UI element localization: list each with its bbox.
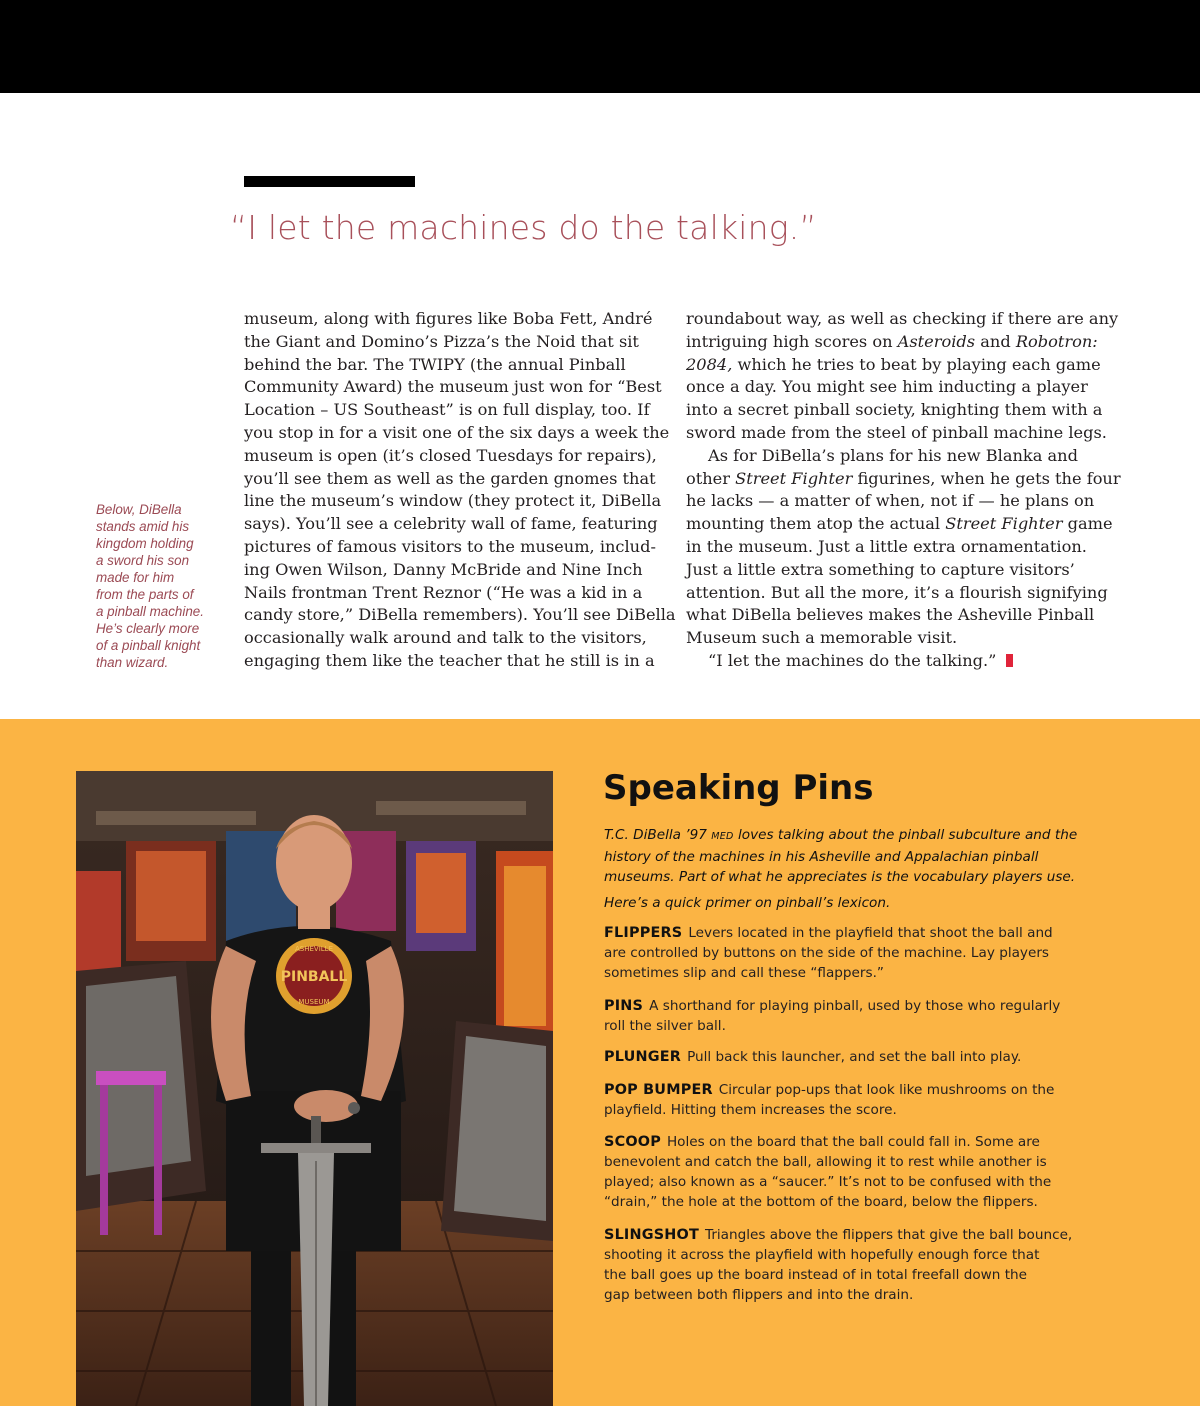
body-line [686,513,1113,536]
glossary-line [604,1080,1104,1100]
body-column-left [244,308,676,673]
body-line [686,650,1106,673]
glossary-line [604,1047,1104,1067]
glossary-line: are controlled by buttons on the side of the machine. Lay players [604,945,1050,961]
glossary-term: PINS [604,998,644,1014]
body-line: he lacks — a matter of when, not if — he plans on [686,491,1095,511]
sidebar-intro [604,825,1104,913]
shirt-logo-top: ASHEVILLE [295,945,333,953]
game-title: 2084, [686,354,733,374]
body-line: Museum such a memorable visit. [686,628,958,648]
body-line: line the museum’s window (they protect it, DiBella [244,491,662,511]
glossary-line: playfield. Hitting them increases the score. [604,1102,897,1118]
pullquote-rule [244,176,415,187]
body-line [686,468,1121,491]
glossary-term: PLUNGER [604,1049,682,1065]
body-line: museum, along with figures like Boba Fett, André [244,309,653,328]
body-line: says). You’ll see a celebrity wall of fame, featuring [244,514,658,534]
glossary-entry-plunger [604,1047,1104,1067]
body-line: in the museum. Just a little extra ornamentation. [686,536,1087,556]
glossary-line [604,923,1104,943]
intro-line: history of the machines in his Asheville and Appalachian pinball [604,849,1039,865]
caption-line: than wizard. [96,655,169,670]
body-column-right [686,308,1121,673]
pull-quote: “I let the machines do the talking.” [230,208,817,247]
body-line: engaging them like the teacher that he still is in a [244,650,655,670]
glossary-line: gap between both flippers and into the drain. [604,1287,914,1303]
glossary-term: SCOOP [604,1134,661,1150]
glossary-definition: Circular pop-ups that look like mushrooms on the [718,1082,1055,1098]
closing-quote: “I let the machines do the talking.” [708,650,997,670]
glossary-entry-pins [604,996,1104,1036]
glossary-term: FLIPPERS [604,925,683,941]
text-run: game [1062,514,1113,534]
body-line: the Giant and Domino’s Pizza’s the Noid that sit [244,331,639,351]
body-line: roundabout way, as well as checking if there are any [686,309,1119,328]
glossary-definition: Triangles above the flippers that give the ball bounce, [705,1227,1073,1243]
glossary-line: sometimes slip and call these “flappers.” [604,965,884,981]
caption-line: a pinball machine. [96,604,204,619]
intro-line [604,825,1104,847]
text-run: other [686,468,736,488]
body-line: you stop in for a visit one of the six days a week the [244,422,670,442]
glossary-entry-flippers [604,923,1104,983]
glossary-line: the ball goes up the board instead of in total freefall down the [604,1267,1028,1283]
text-run: T.C. DiBella ’97 [604,827,712,843]
text-run: figurines, when he gets the four [852,468,1121,488]
glossary-line: benevolent and catch the ball, allowing it to rest while another is [604,1154,1047,1170]
photo-caption [96,501,226,671]
dibella-photo [76,771,553,1406]
body-line: once a day. You might see him inducting a player [686,377,1088,397]
intro-line: Here’s a quick primer on pinball’s lexicon. [604,895,891,911]
body-line: into a secret pinball society, knighting them with a [686,400,1103,420]
glossary-line [604,1132,1104,1152]
glossary-definition: Holes on the board that the ball could fall in. Some are [666,1134,1040,1150]
glossary-line [604,996,1104,1016]
glossary-entry-slingshot [604,1225,1104,1305]
glossary-entry-scoop [604,1132,1104,1212]
glossary-line: “drain,” the hole at the bottom of the board, below the flippers. [604,1194,1038,1210]
body-line [686,331,1106,354]
text-run: mounting them atop the actual [686,514,946,534]
glossary-term: POP BUMPER [604,1082,713,1098]
body-line: Location – US Southeast” is on full display, too. If [244,400,650,420]
body-line: Community Award) the museum just won for “Best [244,377,662,397]
glossary-entry-pop-bumper [604,1080,1104,1120]
glossary-term: SLINGSHOT [604,1227,700,1243]
caption-line: of a pinball knight [96,638,201,653]
body-line: Nails frontman Trent Reznor (“He was a kid in a [244,582,643,602]
game-title: Street Fighter [735,468,853,488]
caption-line: Below, DiBella [96,502,182,517]
body-line: you’ll see them as well as the garden gnomes that [244,468,656,488]
glossary-line: roll the silver ball. [604,1018,726,1034]
text-run: which he tries to beat by playing each game [732,354,1101,374]
caption-line: made for him [96,570,175,585]
body-line: attention. But all the more, it’s a flourish signifying [686,582,1108,602]
body-line: museum is open (it’s closed Tuesdays for repairs), [244,445,657,465]
body-line: As for DiBella’s plans for his new Blanka and [708,445,1078,465]
body-line: what DiBella believes makes the Asheville Pinball [686,605,1095,625]
glossary-definition: A shorthand for playing pinball, used by those who regularly [649,998,1061,1014]
game-title: Robotron: [1015,331,1098,351]
body-line: ing Owen Wilson, Danny McBride and Nine Inch [244,559,643,579]
body-line: candy store,” DiBella remembers). You’ll see DiBella [244,605,676,625]
caption-line: a sword his son [96,553,190,568]
body-line: occasionally walk around and talk to the visitors, [244,628,647,648]
text-run: loves talking about the pinball subculture and the [733,827,1078,843]
body-line: Just a little extra something to capture visitors’ [686,559,1075,579]
glossary-definition: Levers located in the playfield that shoot the ball and [688,925,1053,941]
body-line: pictures of famous visitors to the museum, includ- [244,536,656,556]
end-of-story-mark [1006,654,1013,667]
body-line [686,354,1106,377]
glossary-line: shooting it across the playfield with hopefully enough force that [604,1247,1040,1263]
glossary-definition: Pull back this launcher, and set the ball into play. [687,1049,1022,1065]
caption-line: kingdom holding [96,536,194,551]
body-line: behind the bar. The TWIPY (the annual Pinball [244,354,626,374]
shirt-logo-bottom: MUSEUM [298,998,330,1006]
caption-line: from the parts of [96,587,194,602]
top-black-band [0,0,1200,93]
body-line: sword made from the steel of pinball machine legs. [686,422,1107,442]
intro-line: museums. Part of what he appreciates is the vocabulary players use. [604,869,1076,885]
glossary-line: played; also known as a “saucer.” It’s not to be confused with the [604,1174,1052,1190]
degree-abbrev: MED [711,831,734,842]
glossary-line [604,1225,1104,1245]
caption-line: He’s clearly more [96,621,200,636]
caption-line: stands amid his [96,519,190,534]
sidebar-title: Speaking Pins [603,768,874,808]
shirt-logo-main: PINBALL [280,969,348,985]
photo-illustration [76,771,553,1406]
text-run: and [975,331,1016,351]
game-title: Street Fighter [945,514,1063,534]
game-title: Asteroids [897,331,976,351]
text-run: intriguing high scores on [686,331,898,351]
